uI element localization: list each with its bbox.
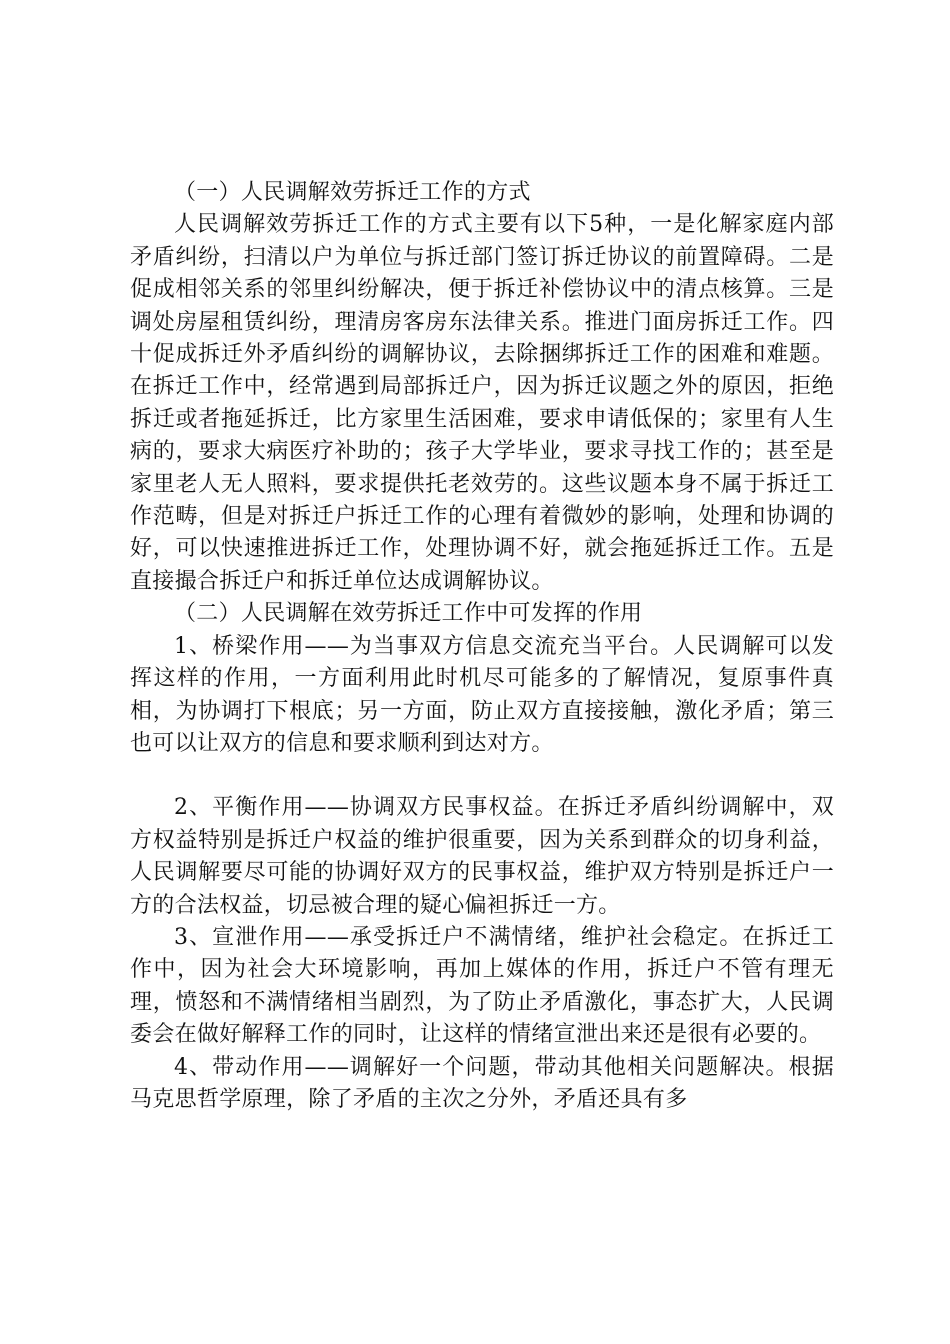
section-heading-1: （一）人民调解效劳拆迁工作的方式 bbox=[174, 180, 531, 205]
paragraph-bridge-role: 1、桥梁作用——为当事双方信息交流充当平台。人民调解可以发挥这样的作用，一方面利用此时机尽可能多的了解情况，复原事件真相，为协调打下根底；另一方面，防止双方直接接触，激化矛盾；第三也可以让双方的信息和要求顺利到达对方。 bbox=[130, 633, 834, 756]
section-heading-2: （二）人民调解在效劳拆迁工作中可发挥的作用 bbox=[174, 601, 643, 627]
paragraph-driving-role: 4、带动作用——调解好一个问题，带动其他相关问题解决。根据马克思哲学原理，除了矛盾的主次之分外，矛盾还具有多 bbox=[130, 1054, 834, 1112]
paragraph-balance-role: 2、平衡作用——协调双方民事权益。在拆迁矛盾纠纷调解中，双方权益特别是拆迁户权益的维护很重要，因为关系到群众的切身利益，人民调解要尽可能的协调好双方的民事权益，维护双方特别是拆迁户一方的合法权益，切忌被合理的疑心偏袒拆迁一方。 bbox=[130, 795, 834, 918]
document-body bbox=[130, 177, 834, 1116]
paragraph-venting-role: 3、宣泄作用——承受拆迁户不满情绪，维护社会稳定。在拆迁工作中，因为社会大环境影响，再加上媒体的作用，拆迁户不管有理无理，愤怒和不满情绪相当剧烈，为了防止矛盾激化，事态扩大，人民调委会在做好解释工作的同时，让这样的情绪宣泄出来还是很有必要的。 bbox=[130, 924, 834, 1048]
paragraph-methods: 人民调解效劳拆迁工作的方式主要有以下5种，一是化解家庭内部矛盾纠纷，扫清以户为单位与拆迁部门签订拆迁协议的前置障碍。二是促成相邻关系的邻里纠纷解决，便于拆迁补偿协议中的清点核算。三是调处房屋租赁纠纷，理清房客房东法律关系。推进门面房拆迁工作。四十促成拆迁外矛盾纠纷的调解协议，去除捆绑拆迁工作的困难和难题。在拆迁工作中，经常遇到局部拆迁户，因为拆迁议题之外的原因，拒绝拆迁或者拖延拆迁，比方家里生活困难，要求申请低保的；家里有人生病的，要求大病医疗补助的；孩子大学毕业，要求寻找工作的；甚至是家里老人无人照料，要求提供托老效劳的。这些议题本身不属于拆迁工作范畴，但是对拆迁户拆迁工作的心理有着微妙的影响，处理和协调的好，可以快速推进拆迁工作，处理协调不好，就会拖延拆迁工作。五是直接撮合拆迁户和拆迁单位达成调解协议。 bbox=[130, 212, 834, 594]
